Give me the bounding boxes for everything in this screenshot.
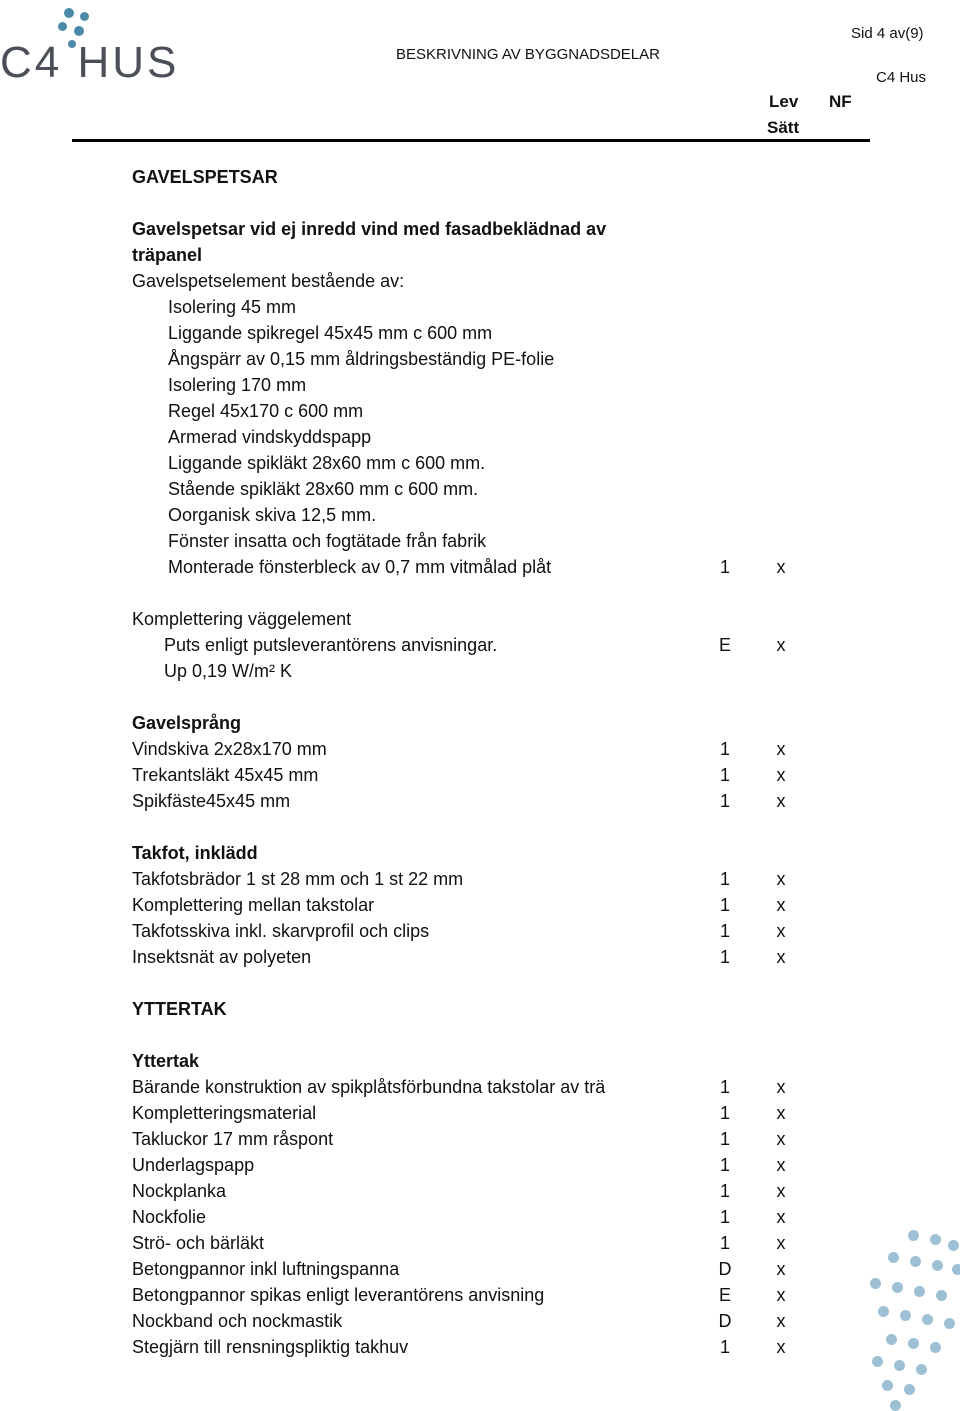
pattern-dot-icon (914, 1286, 925, 1297)
nf-value: x (776, 635, 786, 655)
item-text: Up 0,19 W/m² K (164, 661, 293, 681)
nf-value: x (776, 1207, 786, 1227)
list-item (0, 242, 960, 268)
item-text: Strö- och bärläkt (132, 1233, 265, 1253)
list-item (0, 996, 960, 1022)
list-item (0, 840, 960, 866)
decorative-dot-pattern (860, 1230, 960, 1410)
lev-value: 1 (719, 869, 730, 889)
list-item (0, 1308, 960, 1334)
pattern-dot-icon (932, 1260, 943, 1271)
nf-value: x (776, 765, 786, 785)
nf-value: x (776, 1103, 786, 1123)
item-text: Trekantsläkt 45x45 mm (132, 765, 319, 785)
lev-value: 1 (719, 791, 730, 811)
nf-value: x (776, 895, 786, 915)
item-text: Armerad vindskyddspapp (168, 427, 372, 447)
nf-value: x (776, 869, 786, 889)
list-item (0, 346, 960, 372)
list-item (0, 632, 960, 658)
pattern-dot-icon (908, 1230, 919, 1241)
item-text: Monterade fönsterbleck av 0,7 mm vitmålad plåt (168, 557, 552, 577)
section-heading: Gavelsprång (132, 713, 242, 733)
lev-value: 1 (719, 947, 730, 967)
item-text: Vindskiva 2x28x170 mm (132, 739, 327, 759)
list-item (0, 762, 960, 788)
section-heading: Takfot, inklädd (132, 843, 258, 863)
lev-value: 1 (719, 1155, 730, 1175)
list-item (0, 268, 960, 294)
nf-value: x (776, 1181, 786, 1201)
pattern-dot-icon (882, 1380, 893, 1391)
lev-value: E (718, 1285, 731, 1305)
lev-value: D (718, 1311, 732, 1331)
section-heading: Yttertak (132, 1051, 200, 1071)
lev-value: 1 (719, 1103, 730, 1123)
nf-value: x (776, 1129, 786, 1149)
list-item (0, 1204, 960, 1230)
list-item (0, 372, 960, 398)
list-item (0, 1126, 960, 1152)
lev-value: 1 (719, 921, 730, 941)
list-item (0, 216, 960, 242)
nf-value: x (776, 1337, 786, 1357)
item-text: Gavelspetselement bestående av: (132, 271, 405, 291)
list-item (0, 892, 960, 918)
pattern-dot-icon (892, 1282, 903, 1293)
list-item (0, 658, 960, 684)
item-text: Kompletteringsmaterial (132, 1103, 317, 1123)
pattern-dot-icon (930, 1234, 941, 1245)
lev-value: 1 (719, 1077, 730, 1097)
list-item (0, 1230, 960, 1256)
list-item (0, 502, 960, 528)
nf-value: x (776, 1155, 786, 1175)
logo-wordmark: C4 HUS (0, 38, 180, 87)
pattern-dot-icon (888, 1252, 899, 1263)
nf-value: x (776, 1077, 786, 1097)
item-text: Underlagspapp (132, 1155, 255, 1175)
pattern-dot-icon (890, 1400, 901, 1411)
item-text: Insektsnät av polyeten (132, 947, 312, 967)
item-text: Stående spikläkt 28x60 mm c 600 mm. (168, 479, 479, 499)
item-text: Takfotsskiva inkl. skarvprofil och clips (132, 921, 430, 941)
list-item (0, 320, 960, 346)
section-heading: träpanel (132, 245, 203, 265)
list-item (0, 450, 960, 476)
pattern-dot-icon (952, 1264, 960, 1275)
column-header-satt: Sätt (767, 118, 800, 137)
list-item (0, 476, 960, 502)
pattern-dot-icon (930, 1342, 941, 1353)
list-item (0, 918, 960, 944)
pattern-dot-icon (922, 1314, 933, 1325)
list-item (0, 1178, 960, 1204)
logo-dot-icon (64, 8, 74, 18)
item-text: Komplettering mellan takstolar (132, 895, 375, 915)
document-title: BESKRIVNING AV BYGGNADSDELAR (396, 46, 660, 63)
item-text: Takfotsbrädor 1 st 28 mm och 1 st 22 mm (132, 869, 464, 889)
item-text: Takluckor 17 mm råspont (132, 1129, 334, 1149)
pattern-dot-icon (886, 1334, 897, 1345)
item-text: Nockfolie (132, 1207, 207, 1227)
list-item (0, 554, 960, 580)
nf-value: x (776, 557, 786, 577)
list-item (0, 710, 960, 736)
list-item (0, 1048, 960, 1074)
section-heading: Gavelspetsar vid ej inredd vind med fasadbeklädnad av (132, 219, 607, 239)
item-text: Nockplanka (132, 1181, 227, 1201)
pattern-dot-icon (944, 1318, 955, 1329)
list-item (0, 398, 960, 424)
lev-value: 1 (719, 739, 730, 759)
pattern-dot-icon (904, 1384, 915, 1395)
item-text: Puts enligt putsleverantörens anvisningar. (164, 635, 498, 655)
column-header-lev: Lev (769, 92, 799, 111)
lev-value: 1 (719, 1181, 730, 1201)
pattern-dot-icon (872, 1356, 883, 1367)
item-text: Betongpannor spikas enligt leverantörens anvisning (132, 1285, 545, 1305)
item-text: Oorganisk skiva 12,5 mm. (168, 505, 377, 525)
nf-value: x (776, 1311, 786, 1331)
column-header-nf: NF (829, 92, 852, 111)
list-item (0, 1074, 960, 1100)
list-item (0, 788, 960, 814)
nf-value: x (776, 1285, 786, 1305)
nf-value: x (776, 1259, 786, 1279)
section-heading: GAVELSPETSAR (132, 167, 278, 187)
brand-name: C4 Hus (876, 69, 927, 86)
item-text: Ångspärr av 0,15 mm åldringsbeständig PE-folie (168, 349, 555, 369)
logo-dot-icon (58, 22, 67, 31)
nf-value: x (776, 791, 786, 811)
item-text: Bärande konstruktion av spikplåtsförbundna takstolar av trä (132, 1077, 606, 1097)
section-heading: YTTERTAK (132, 999, 227, 1019)
lev-value: D (718, 1259, 732, 1279)
logo-dot-icon (74, 26, 84, 36)
lev-value: 1 (719, 765, 730, 785)
page-number: Sid 4 av(9) (851, 25, 924, 42)
list-item (0, 866, 960, 892)
logo-dot-icon (80, 12, 89, 21)
list-item (0, 944, 960, 970)
pattern-dot-icon (900, 1310, 911, 1321)
list-item (0, 424, 960, 450)
item-text: Liggande spikregel 45x45 mm c 600 mm (168, 323, 493, 343)
item-text: Isolering 170 mm (168, 375, 307, 395)
list-item (0, 294, 960, 320)
lev-value: 1 (719, 895, 730, 915)
pattern-dot-icon (908, 1338, 919, 1349)
list-item (0, 606, 960, 632)
lev-value: E (718, 635, 731, 655)
list-item (0, 1152, 960, 1178)
item-text: Nockband och nockmastik (132, 1311, 343, 1331)
nf-value: x (776, 947, 786, 967)
pattern-dot-icon (910, 1256, 921, 1267)
lev-value: 1 (719, 1129, 730, 1149)
pattern-dot-icon (878, 1306, 889, 1317)
c4-hus-logo (0, 0, 200, 90)
list-item (0, 164, 960, 190)
item-text: Isolering 45 mm (168, 297, 297, 317)
nf-value: x (776, 739, 786, 759)
item-text: Regel 45x170 c 600 mm (168, 401, 364, 421)
lev-value: 1 (719, 1233, 730, 1253)
list-item (0, 1334, 960, 1360)
list-item (0, 1100, 960, 1126)
pattern-dot-icon (936, 1290, 947, 1301)
nf-value: x (776, 1233, 786, 1253)
lev-value: 1 (719, 1337, 730, 1357)
lev-value: 1 (719, 557, 730, 577)
pattern-dot-icon (916, 1364, 927, 1375)
pattern-dot-icon (948, 1240, 959, 1251)
item-text: Liggande spikläkt 28x60 mm c 600 mm. (168, 453, 486, 473)
nf-value: x (776, 921, 786, 941)
pattern-dot-icon (894, 1360, 905, 1371)
list-item (0, 1256, 960, 1282)
lev-value: 1 (719, 1207, 730, 1227)
item-text: Komplettering väggelement (132, 609, 352, 629)
item-text: Stegjärn till rensningspliktig takhuv (132, 1337, 409, 1357)
item-text: Fönster insatta och fogtätade från fabrik (168, 531, 487, 551)
list-item (0, 1282, 960, 1308)
list-item (0, 528, 960, 554)
header-divider (72, 139, 870, 142)
item-text: Spikfäste45x45 mm (132, 791, 291, 811)
list-item (0, 736, 960, 762)
item-text: Betongpannor inkl luftningspanna (132, 1259, 400, 1279)
pattern-dot-icon (870, 1278, 881, 1289)
